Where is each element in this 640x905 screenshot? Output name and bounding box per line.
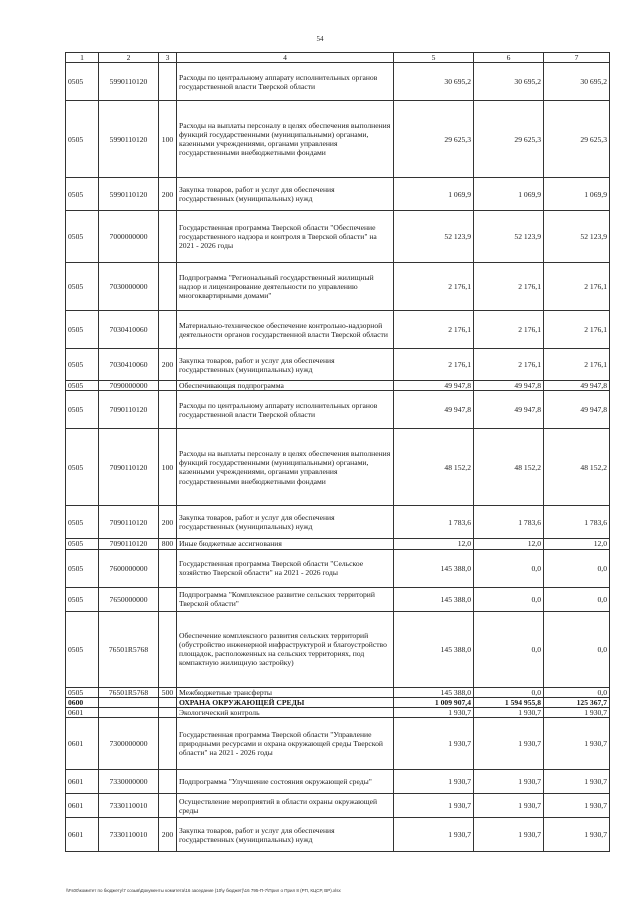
item-name: Материально-техническое обеспечение контрольно-надзорной деятельности органов государственной власти Тверской области [177, 311, 394, 349]
amount-col7: 2 176,1 [544, 311, 610, 349]
section-code: 0505 [66, 506, 99, 539]
amount-col5: 1 783,6 [394, 506, 474, 539]
section-code: 0505 [66, 549, 99, 587]
item-name: Закупка товаров, работ и услуг для обеспечения государственных (муниципальных) нужд [177, 349, 394, 381]
expense-type: 100 [159, 429, 177, 506]
amount-col5: 2 176,1 [394, 263, 474, 311]
amount-col5: 1 930,7 [394, 708, 474, 718]
budget-table [65, 52, 610, 852]
item-name: Закупка товаров, работ и услуг для обеспечения государственных (муниципальных) нужд [177, 506, 394, 539]
table-row [66, 349, 610, 381]
item-name: Расходы на выплаты персоналу в целях обеспечения выполнения функций государственными (муниципальными) органами, казенными учреждениями, органами управления государственными внебюджетными фондами [177, 101, 394, 178]
section-code: 0505 [66, 391, 99, 429]
amount-col7: 125 367,7 [544, 697, 610, 707]
amount-col5: 2 176,1 [394, 349, 474, 381]
table-row [66, 611, 610, 687]
amount-col5: 1 930,7 [394, 818, 474, 852]
column-header-4: 4 [177, 53, 394, 63]
amount-col6: 1 930,7 [474, 818, 544, 852]
target-code: 7330000000 [99, 770, 159, 794]
target-code: 7650000000 [99, 587, 159, 611]
amount-col7: 0,0 [544, 549, 610, 587]
expense-type [159, 311, 177, 349]
section-code: 0505 [66, 63, 99, 101]
amount-col6: 1 930,7 [474, 708, 544, 718]
column-header-7: 7 [544, 53, 610, 63]
expense-type [159, 697, 177, 707]
amount-col6: 2 176,1 [474, 263, 544, 311]
amount-col5: 145 388,0 [394, 687, 474, 697]
amount-col7: 49 947,8 [544, 391, 610, 429]
target-code: 7030000000 [99, 263, 159, 311]
expense-type [159, 381, 177, 391]
expense-type [159, 770, 177, 794]
target-code: 7030410060 [99, 311, 159, 349]
table-row [66, 429, 610, 506]
target-code: 7330110010 [99, 794, 159, 818]
amount-col5: 1 930,7 [394, 718, 474, 770]
section-code: 0601 [66, 708, 99, 718]
item-name: Подпрограмма "Комплексное развитие сельских территорий Тверской области" [177, 587, 394, 611]
table-row [66, 506, 610, 539]
item-name: Государственная программа Тверской области "Сельское хозяйство Тверской области" на 2021 - 2026 годы [177, 549, 394, 587]
target-code [99, 697, 159, 707]
table-row [66, 697, 610, 707]
expense-type: 200 [159, 506, 177, 539]
amount-col5: 29 625,3 [394, 101, 474, 178]
table-row [66, 63, 610, 101]
table-row [66, 211, 610, 263]
table-row [66, 794, 610, 818]
section-code: 0505 [66, 381, 99, 391]
table-row [66, 770, 610, 794]
section-code: 0601 [66, 794, 99, 818]
page-number: 54 [316, 35, 324, 43]
target-code: 7090110120 [99, 506, 159, 539]
target-code: 7090110120 [99, 539, 159, 549]
item-name: ОХРАНА ОКРУЖАЮЩЕЙ СРЕДЫ [177, 697, 394, 707]
amount-col7: 2 176,1 [544, 349, 610, 381]
amount-col5: 145 388,0 [394, 611, 474, 687]
section-code: 0505 [66, 211, 99, 263]
expense-type [159, 263, 177, 311]
item-name: Обеспечивающая подпрограмма [177, 381, 394, 391]
item-name: Иные бюджетные ассигнования [177, 539, 394, 549]
item-name: Государственная программа Тверской области "Обеспечение государственного надзора и контроля в Тверской области" на 2021 - 2026 годы [177, 211, 394, 263]
item-name: Государственная программа Тверской области "Управление природными ресурсами и охрана окружающей среды Тверской области" на 2021 - 2026 годы [177, 718, 394, 770]
section-code: 0505 [66, 539, 99, 549]
expense-type: 200 [159, 178, 177, 211]
amount-col7: 49 947,8 [544, 381, 610, 391]
section-code: 0505 [66, 101, 99, 178]
section-code: 0505 [66, 349, 99, 381]
table-row [66, 178, 610, 211]
table-row [66, 311, 610, 349]
item-name: Закупка товаров, работ и услуг для обеспечения государственных (муниципальных) нужд [177, 818, 394, 852]
amount-col5: 145 388,0 [394, 587, 474, 611]
column-header-5: 5 [394, 53, 474, 63]
target-code: 7090000000 [99, 381, 159, 391]
expense-type [159, 587, 177, 611]
column-header-3: 3 [159, 53, 177, 63]
target-code: 7090110120 [99, 391, 159, 429]
table-row [66, 539, 610, 549]
section-code: 0601 [66, 718, 99, 770]
target-code: 7600000000 [99, 549, 159, 587]
expense-type [159, 794, 177, 818]
amount-col6: 49 947,8 [474, 391, 544, 429]
amount-col5: 1 930,7 [394, 770, 474, 794]
expense-type: 800 [159, 539, 177, 549]
item-name: Расходы по центральному аппарату исполнительных органов государственной власти Тверской области [177, 391, 394, 429]
target-code: 76501R5768 [99, 611, 159, 687]
amount-col5: 30 695,2 [394, 63, 474, 101]
amount-col7: 2 176,1 [544, 263, 610, 311]
amount-col7: 1 783,6 [544, 506, 610, 539]
amount-col7: 1 069,9 [544, 178, 610, 211]
amount-col5: 12,0 [394, 539, 474, 549]
table-row [66, 587, 610, 611]
amount-col5: 1 009 907,4 [394, 697, 474, 707]
section-code: 0600 [66, 697, 99, 707]
amount-col7: 48 152,2 [544, 429, 610, 506]
amount-col6: 0,0 [474, 549, 544, 587]
amount-col6: 29 625,3 [474, 101, 544, 178]
target-code: 5990110120 [99, 101, 159, 178]
amount-col7: 12,0 [544, 539, 610, 549]
amount-col5: 2 176,1 [394, 311, 474, 349]
expense-type [159, 63, 177, 101]
amount-col6: 12,0 [474, 539, 544, 549]
item-name: Обеспечение комплексного развития сельских территорий (обустройство инженерной инфраструктурой и благоустройство площадок, расположенных на сельских территориях, под компактную жилищную застройку) [177, 611, 394, 687]
target-code: 7000000000 [99, 211, 159, 263]
amount-col5: 52 123,9 [394, 211, 474, 263]
amount-col7: 0,0 [544, 687, 610, 697]
expense-type [159, 718, 177, 770]
amount-col7: 1 930,7 [544, 718, 610, 770]
amount-col7: 0,0 [544, 611, 610, 687]
item-name: Подпрограмма "Региональный государственный жилищный надзор и лицензирование деятельности по управлению многоквартирными домами" [177, 263, 394, 311]
table-row [66, 687, 610, 697]
expense-type [159, 549, 177, 587]
amount-col6: 1 930,7 [474, 770, 544, 794]
column-header-6: 6 [474, 53, 544, 63]
target-code: 7090110120 [99, 429, 159, 506]
amount-col6: 1 594 955,8 [474, 697, 544, 707]
expense-type [159, 391, 177, 429]
amount-col5: 1 930,7 [394, 794, 474, 818]
amount-col5: 145 388,0 [394, 549, 474, 587]
table-row [66, 718, 610, 770]
amount-col6: 0,0 [474, 611, 544, 687]
amount-col6: 0,0 [474, 687, 544, 697]
target-code [99, 708, 159, 718]
item-name: Подпрограмма "Улучшение состояния окружающей среды" [177, 770, 394, 794]
amount-col5: 49 947,8 [394, 381, 474, 391]
amount-col7: 29 625,3 [544, 101, 610, 178]
amount-col7: 1 930,7 [544, 708, 610, 718]
item-name: Межбюджетные трансферты [177, 687, 394, 697]
column-header-1: 1 [66, 53, 99, 63]
column-header-2: 2 [99, 53, 159, 63]
section-code: 0601 [66, 818, 99, 852]
item-name: Расходы на выплаты персоналу в целях обеспечения выполнения функций государственными (муниципальными) органами, казенными учреждениями, органами управления государственными внебюджетными фондами [177, 429, 394, 506]
section-code: 0505 [66, 429, 99, 506]
amount-col7: 52 123,9 [544, 211, 610, 263]
section-code: 0505 [66, 587, 99, 611]
amount-col6: 1 930,7 [474, 794, 544, 818]
amount-col6: 52 123,9 [474, 211, 544, 263]
section-code: 0505 [66, 311, 99, 349]
table-row [66, 708, 610, 718]
item-name: Расходы по центральному аппарату исполнительных органов государственной власти Тверской области [177, 63, 394, 101]
amount-col5: 48 152,2 [394, 429, 474, 506]
table-row [66, 263, 610, 311]
file-path-footer: \\Fs00\комитет по бюджету\7 созыв\Документы комитета\16 заседание (10\у бюджет)\16 795-П-7\Прил о Прил 8 (РП, КЦСР, ВР).xlsx [66, 888, 341, 893]
amount-col6: 48 152,2 [474, 429, 544, 506]
amount-col5: 1 069,9 [394, 178, 474, 211]
amount-col7: 30 695,2 [544, 63, 610, 101]
expense-type [159, 211, 177, 263]
table-row [66, 101, 610, 178]
expense-type [159, 611, 177, 687]
item-name: Осуществление мероприятий в области охраны окружающей среды [177, 794, 394, 818]
section-code: 0505 [66, 178, 99, 211]
target-code: 7300000000 [99, 718, 159, 770]
item-name: Закупка товаров, работ и услуг для обеспечения государственных (муниципальных) нужд [177, 178, 394, 211]
amount-col6: 0,0 [474, 587, 544, 611]
section-code: 0505 [66, 611, 99, 687]
column-header-row [66, 53, 610, 63]
section-code: 0505 [66, 263, 99, 311]
amount-col6: 1 783,6 [474, 506, 544, 539]
target-code: 7030410060 [99, 349, 159, 381]
table-row [66, 391, 610, 429]
amount-col5: 49 947,8 [394, 391, 474, 429]
target-code: 5990110120 [99, 178, 159, 211]
amount-col7: 1 930,7 [544, 770, 610, 794]
item-name: Экологический контроль [177, 708, 394, 718]
amount-col6: 2 176,1 [474, 349, 544, 381]
expense-type [159, 708, 177, 718]
expense-type: 100 [159, 101, 177, 178]
amount-col7: 1 930,7 [544, 794, 610, 818]
target-code: 76501R5768 [99, 687, 159, 697]
target-code: 5990110120 [99, 63, 159, 101]
table-row [66, 818, 610, 852]
amount-col6: 49 947,8 [474, 381, 544, 391]
expense-type: 200 [159, 349, 177, 381]
section-code: 0505 [66, 687, 99, 697]
expense-type: 500 [159, 687, 177, 697]
table-body [66, 63, 610, 852]
amount-col6: 2 176,1 [474, 311, 544, 349]
target-code: 7330110010 [99, 818, 159, 852]
expense-type: 200 [159, 818, 177, 852]
amount-col7: 1 930,7 [544, 818, 610, 852]
table-row [66, 549, 610, 587]
amount-col6: 1 930,7 [474, 718, 544, 770]
table-row [66, 381, 610, 391]
amount-col6: 1 069,9 [474, 178, 544, 211]
section-code: 0601 [66, 770, 99, 794]
amount-col7: 0,0 [544, 587, 610, 611]
amount-col6: 30 695,2 [474, 63, 544, 101]
